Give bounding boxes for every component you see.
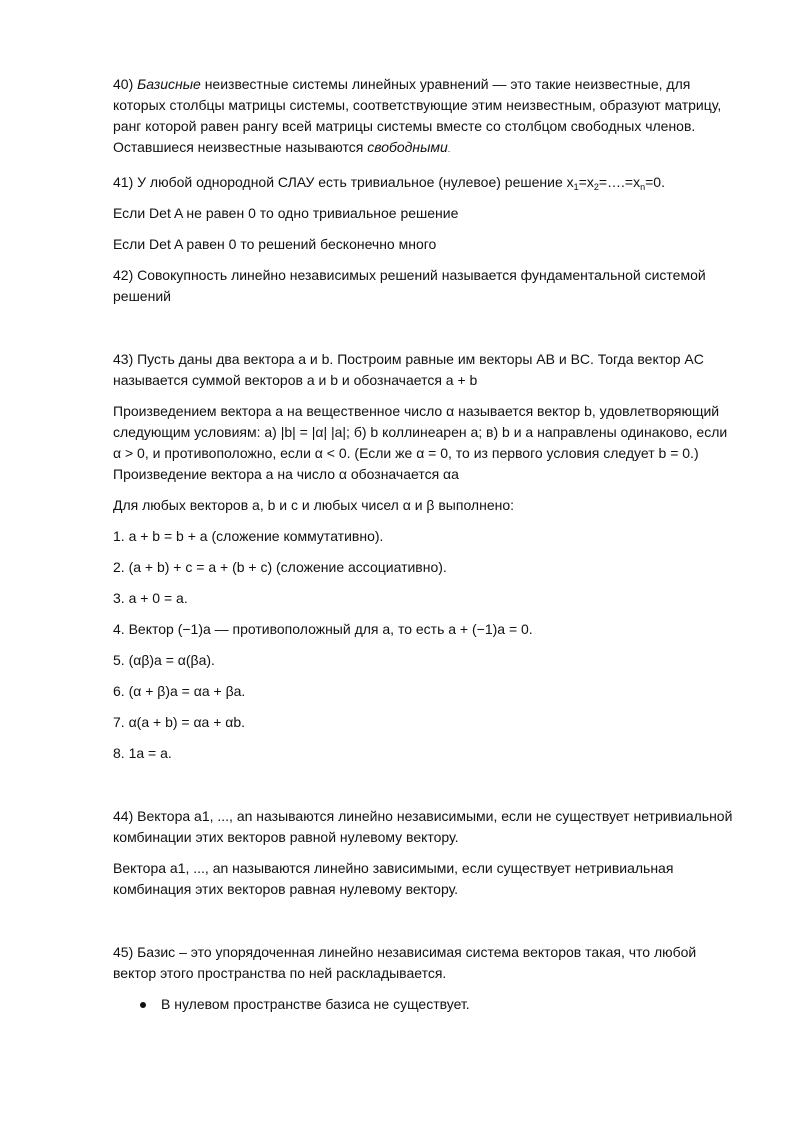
document-page (113, 74, 735, 1015)
property-4: 4. Вектор (−1)a — противоположный для a, то есть a + (−1)a = 0. (113, 621, 533, 637)
subscript-2: 2 (593, 182, 599, 192)
section-44-p2: Вектора a1, ..., an называются линейно зависимыми, если существует нетривиальная комбинация этих векторов равная нулевому вектору. (113, 860, 674, 897)
section-40-number: 40) (113, 76, 138, 92)
section-43-p3: Для любых векторов a, b и c и любых чисел α и β выполнено: (113, 497, 515, 513)
property-7: 7. α(a + b) = αa + αb. (113, 714, 246, 730)
term-free: свободными (367, 139, 448, 155)
property-6: 6. (α + β)a = αa + βa. (113, 683, 246, 699)
section-41-line3: Если Det A равен 0 то решений бесконечно много (113, 236, 437, 252)
term-basic: Базисные (137, 76, 201, 92)
property-2: 2. (a + b) + c = a + (b + c) (сложение ассоциативно). (113, 559, 447, 575)
eq-part-3: =0. (645, 174, 665, 190)
bullet-icon (140, 1002, 146, 1008)
section-41-line1 (113, 172, 735, 193)
section-42: 42) Совокупность линейно независимых решений называется фундаментальной системой решений (113, 267, 706, 304)
section-43-p1: 43) Пусть даны два вектора a и b. Построим равные им векторы AB и BC. Тогда вектор AC называется суммой векторов a и b и обозначается a + b (113, 351, 704, 388)
section-45-p1: 45) Базис – это упорядоченная линейно независимая система векторов такая, что любой вектор этого пространства по ней раскладывается. (113, 944, 697, 981)
property-1: 1. a + b = b + a (сложение коммутативно). (113, 528, 384, 544)
section-43-p2: Произведением вектора a на вещественное число α называется вектор b, удовлетворяющий следующим условиям: а) |b| = |α| |a|; б) b коллинеарен a; в) b и a направлены одинаково, если α > 0, и противоположно, если α < 0. (Если же α = 0, то из первого условия следует b = 0.) Произведение вектора a на число α обозначается αa (113, 403, 728, 482)
bullet-list-item (113, 994, 735, 1015)
property-5: 5. (αβ)a = α(βa). (113, 652, 215, 668)
section-41-line2: Если Det A не равен 0 то одно тривиальное решение (113, 205, 459, 221)
subscript-n: n (640, 182, 646, 192)
eq-part-1: =x (578, 174, 594, 190)
property-3: 3. a + 0 = a. (113, 590, 188, 606)
property-8: 8. 1a = a. (113, 745, 172, 761)
bullet-text: В нулевом пространстве базиса не существует. (161, 996, 470, 1012)
section-40-end: . (447, 144, 451, 154)
section-44-p1: 44) Вектора a1, ..., an называются линейно независимыми, если не существует нетривиальной комбинации этих векторов равной нулевому вектору. (113, 808, 733, 845)
section-41-text: 41) У любой однородной СЛАУ есть тривиальное (нулевое) решение x (113, 174, 574, 190)
subscript-1: 1 (573, 182, 579, 192)
section-40 (113, 74, 735, 160)
eq-part-2: =….=x (598, 174, 641, 190)
section-40-body: неизвестные системы линейных уравнений — это такие неизвестные, для которых столбцы матрицы системы, соответствующие этим неизвестным, образуют матрицу, ранг которой равен рангу всей матрицы системы вместе со столбцом свободных членов. Оставшиеся неизвестные называются (113, 76, 722, 155)
